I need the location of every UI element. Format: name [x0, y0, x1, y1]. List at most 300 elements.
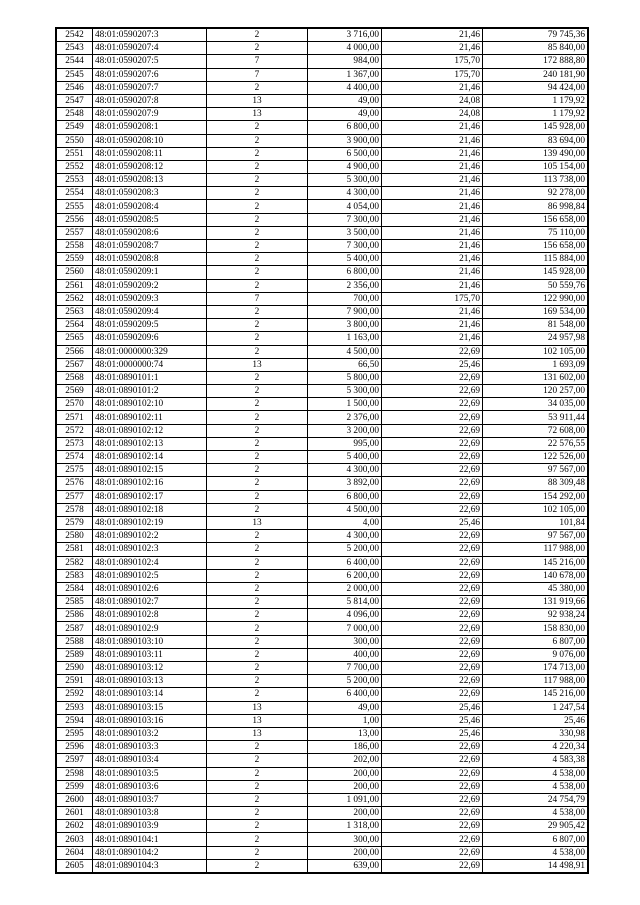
category-cell: 2	[207, 121, 308, 134]
row-number-cell: 2551	[56, 147, 93, 160]
category-cell: 2	[207, 451, 308, 464]
area-cell: 6 400,00	[308, 556, 382, 569]
rate-value: 24,08	[459, 96, 480, 107]
cadastral-number-cell: 48:01:0590208:7	[93, 240, 207, 253]
table-row	[56, 596, 588, 609]
rate-value: 25,46	[459, 359, 480, 370]
category-cell: 2	[207, 28, 308, 42]
row-number-cell: 2556	[56, 213, 93, 226]
category-cell: 13	[207, 714, 308, 727]
table-row	[56, 477, 588, 490]
value-cell: 122 526,00	[483, 451, 589, 464]
value-cell: 50 559,76	[483, 279, 589, 292]
rate-cell	[382, 266, 483, 279]
category-cell: 2	[207, 42, 308, 55]
area-cell: 5 400,00	[308, 253, 382, 266]
rate-cell	[382, 292, 483, 305]
area-cell: 4 400,00	[308, 81, 382, 94]
rate-cell	[382, 385, 483, 398]
value-cell: 6 807,00	[483, 635, 589, 648]
cadastral-number-cell: 48:01:0590208:12	[93, 160, 207, 173]
rate-cell	[382, 437, 483, 450]
table-row	[56, 582, 588, 595]
row-number-cell: 2553	[56, 174, 93, 187]
value-cell: 85 840,00	[483, 42, 589, 55]
area-cell: 4 300,00	[308, 530, 382, 543]
category-cell: 2	[207, 530, 308, 543]
rate-cell	[382, 714, 483, 727]
rate-cell	[382, 516, 483, 529]
category-cell: 2	[207, 81, 308, 94]
cadastral-number-cell: 48:01:0590207:5	[93, 55, 207, 68]
table-row	[56, 292, 588, 305]
value-cell: 4 538,00	[483, 846, 589, 859]
value-cell: 102 105,00	[483, 345, 589, 358]
rate-cell	[382, 253, 483, 266]
area-cell: 49,00	[308, 94, 382, 107]
rate-cell	[382, 240, 483, 253]
row-number-cell: 2545	[56, 68, 93, 81]
value-cell: 115 884,00	[483, 253, 589, 266]
category-cell: 2	[207, 648, 308, 661]
category-cell: 2	[207, 437, 308, 450]
table-row	[56, 42, 588, 55]
row-number-cell: 2568	[56, 371, 93, 384]
table-row	[56, 437, 588, 450]
cadastral-number-cell: 48:01:0890103:6	[93, 780, 207, 793]
table-row	[56, 675, 588, 688]
rate-cell	[382, 81, 483, 94]
row-number-cell: 2577	[56, 490, 93, 503]
row-number-cell: 2557	[56, 226, 93, 239]
cadastral-number-cell: 48:01:0890103:9	[93, 820, 207, 833]
cadastral-number-cell: 48:01:0890102:8	[93, 609, 207, 622]
table-row	[56, 55, 588, 68]
value-cell: 145 928,00	[483, 266, 589, 279]
rate-cell	[382, 609, 483, 622]
row-number-cell: 2588	[56, 635, 93, 648]
row-number-cell: 2595	[56, 727, 93, 740]
value-cell: 4 220,34	[483, 741, 589, 754]
area-cell: 5 400,00	[308, 451, 382, 464]
area-cell: 3 800,00	[308, 319, 382, 332]
table-row	[56, 358, 588, 371]
value-cell: 1 179,92	[483, 94, 589, 107]
row-number-cell: 2546	[56, 81, 93, 94]
area-cell: 1,00	[308, 714, 382, 727]
rate-cell	[382, 807, 483, 820]
table-row	[56, 187, 588, 200]
table-row	[56, 68, 588, 81]
cadastral-number-cell: 48:01:0890104:3	[93, 859, 207, 873]
rate-cell	[382, 833, 483, 846]
cadastral-number-cell: 48:01:0590209:5	[93, 319, 207, 332]
cadastral-number-cell: 48:01:0590208:3	[93, 187, 207, 200]
rate-cell	[382, 820, 483, 833]
value-cell: 158 830,00	[483, 622, 589, 635]
value-cell: 139 490,00	[483, 147, 589, 160]
area-cell: 7 000,00	[308, 622, 382, 635]
row-number-cell: 2574	[56, 451, 93, 464]
rate-cell	[382, 187, 483, 200]
cadastral-number-cell: 48:01:0890102:3	[93, 543, 207, 556]
table-row	[56, 240, 588, 253]
cadastral-number-cell: 48:01:0890102:10	[93, 398, 207, 411]
value-cell: 101,84	[483, 516, 589, 529]
category-cell: 13	[207, 358, 308, 371]
table-body	[56, 28, 588, 873]
rate-value: 21,46	[459, 82, 480, 93]
table-row	[56, 226, 588, 239]
table-row	[56, 635, 588, 648]
rate-cell	[382, 846, 483, 859]
area-cell: 6 800,00	[308, 121, 382, 134]
rate-value: 22,69	[459, 531, 480, 542]
rate-cell	[382, 213, 483, 226]
table-row	[56, 648, 588, 661]
category-cell: 2	[207, 187, 308, 200]
category-cell: 2	[207, 807, 308, 820]
value-cell: 79 745,36	[483, 28, 589, 42]
value-cell: 81 548,00	[483, 319, 589, 332]
rate-cell	[382, 451, 483, 464]
table-row	[56, 701, 588, 714]
rate-value: 22,69	[459, 478, 480, 489]
category-cell: 2	[207, 622, 308, 635]
table-row	[56, 833, 588, 846]
row-number-cell: 2542	[56, 28, 93, 42]
rate-cell	[382, 701, 483, 714]
table-row	[56, 174, 588, 187]
area-cell: 4,00	[308, 516, 382, 529]
row-number-cell: 2579	[56, 516, 93, 529]
area-cell: 4 000,00	[308, 42, 382, 55]
table-row	[56, 622, 588, 635]
category-cell: 2	[207, 424, 308, 437]
table-row	[56, 81, 588, 94]
area-cell: 6 400,00	[308, 688, 382, 701]
cadastral-number-cell: 48:01:0890103:13	[93, 675, 207, 688]
row-number-cell: 2602	[56, 820, 93, 833]
cadastral-number-cell: 48:01:0590207:3	[93, 28, 207, 42]
cadastral-number-cell: 48:01:0890102:6	[93, 582, 207, 595]
table-row	[56, 741, 588, 754]
cadastral-number-cell: 48:01:0890102:19	[93, 516, 207, 529]
value-cell: 145 928,00	[483, 121, 589, 134]
cadastral-number-cell: 48:01:0890103:8	[93, 807, 207, 820]
table-row	[56, 319, 588, 332]
row-number-cell: 2572	[56, 424, 93, 437]
value-cell: 88 309,48	[483, 477, 589, 490]
value-cell: 24 957,98	[483, 332, 589, 345]
area-cell: 200,00	[308, 846, 382, 859]
rate-value: 175,70	[454, 69, 480, 80]
area-cell: 6 500,00	[308, 147, 382, 160]
rate-value: 22,69	[459, 583, 480, 594]
cadastral-number-cell: 48:01:0590207:6	[93, 68, 207, 81]
table-row	[56, 714, 588, 727]
row-number-cell: 2565	[56, 332, 93, 345]
rate-value: 21,46	[459, 161, 480, 172]
table-row	[56, 609, 588, 622]
cadastral-number-cell: 48:01:0890102:12	[93, 424, 207, 437]
row-number-cell: 2600	[56, 793, 93, 806]
rate-value: 22,69	[459, 847, 480, 858]
cadastral-number-cell: 48:01:0590208:8	[93, 253, 207, 266]
table-row	[56, 266, 588, 279]
rate-value: 22,69	[459, 742, 480, 753]
rate-cell	[382, 108, 483, 121]
value-cell: 53 911,44	[483, 411, 589, 424]
rate-value: 24,08	[459, 109, 480, 120]
rate-value: 22,69	[459, 860, 480, 871]
rate-value: 22,69	[459, 649, 480, 660]
rate-value: 22,69	[459, 557, 480, 568]
cadastral-number-cell: 48:01:0890103:14	[93, 688, 207, 701]
row-number-cell: 2593	[56, 701, 93, 714]
table-row	[56, 767, 588, 780]
rate-value: 22,69	[459, 544, 480, 555]
category-cell: 2	[207, 253, 308, 266]
cadastral-number-cell: 48:01:0590209:1	[93, 266, 207, 279]
area-cell: 3 500,00	[308, 226, 382, 239]
rate-value: 22,69	[459, 821, 480, 832]
rate-cell	[382, 582, 483, 595]
category-cell: 2	[207, 332, 308, 345]
rate-value: 21,46	[459, 30, 480, 41]
area-cell: 4 300,00	[308, 464, 382, 477]
area-cell: 5 800,00	[308, 371, 382, 384]
cadastral-number-cell: 48:01:0890103:10	[93, 635, 207, 648]
area-cell: 3 900,00	[308, 134, 382, 147]
row-number-cell: 2605	[56, 859, 93, 873]
cadastral-number-cell: 48:01:0890103:5	[93, 767, 207, 780]
rate-cell	[382, 477, 483, 490]
rate-cell	[382, 754, 483, 767]
category-cell: 2	[207, 490, 308, 503]
category-cell: 2	[207, 279, 308, 292]
cadastral-number-cell: 48:01:0890102:7	[93, 596, 207, 609]
area-cell: 4 500,00	[308, 345, 382, 358]
row-number-cell: 2543	[56, 42, 93, 55]
row-number-cell: 2561	[56, 279, 93, 292]
category-cell: 2	[207, 582, 308, 595]
cadastral-number-cell: 48:01:0590208:4	[93, 200, 207, 213]
category-cell: 2	[207, 793, 308, 806]
area-cell: 66,50	[308, 358, 382, 371]
area-cell: 5 200,00	[308, 675, 382, 688]
cadastral-number-cell: 48:01:0890104:2	[93, 846, 207, 859]
rate-value: 21,46	[459, 307, 480, 318]
area-cell: 1 163,00	[308, 332, 382, 345]
row-number-cell: 2575	[56, 464, 93, 477]
value-cell: 131 602,00	[483, 371, 589, 384]
row-number-cell: 2591	[56, 675, 93, 688]
area-cell: 200,00	[308, 767, 382, 780]
row-number-cell: 2581	[56, 543, 93, 556]
value-cell: 4 538,00	[483, 767, 589, 780]
cadastral-number-cell: 48:01:0590208:1	[93, 121, 207, 134]
category-cell: 2	[207, 398, 308, 411]
table-row	[56, 121, 588, 134]
area-cell: 5 300,00	[308, 385, 382, 398]
category-cell: 13	[207, 108, 308, 121]
row-number-cell: 2554	[56, 187, 93, 200]
row-number-cell: 2567	[56, 358, 93, 371]
row-number-cell: 2544	[56, 55, 93, 68]
row-number-cell: 2582	[56, 556, 93, 569]
area-cell: 1 367,00	[308, 68, 382, 81]
value-cell: 240 181,90	[483, 68, 589, 81]
cadastral-number-cell: 48:01:0890102:5	[93, 569, 207, 582]
value-cell: 174 713,00	[483, 662, 589, 675]
category-cell: 2	[207, 345, 308, 358]
category-cell: 2	[207, 780, 308, 793]
row-number-cell: 2569	[56, 385, 93, 398]
rate-cell	[382, 174, 483, 187]
table-row	[56, 530, 588, 543]
cadastral-number-cell: 48:01:0890103:2	[93, 727, 207, 740]
table-row	[56, 820, 588, 833]
category-cell: 2	[207, 371, 308, 384]
rate-cell	[382, 543, 483, 556]
rate-cell	[382, 780, 483, 793]
value-cell: 25,46	[483, 714, 589, 727]
rate-value: 22,69	[459, 504, 480, 515]
rate-cell	[382, 28, 483, 42]
cadastral-number-cell: 48:01:0890103:15	[93, 701, 207, 714]
cadastral-number-cell: 48:01:0890102:17	[93, 490, 207, 503]
area-cell: 6 800,00	[308, 266, 382, 279]
rate-value: 25,46	[459, 518, 480, 529]
value-cell: 94 424,00	[483, 81, 589, 94]
cadastral-number-cell: 48:01:0890102:11	[93, 411, 207, 424]
cadastral-number-cell: 48:01:0890104:1	[93, 833, 207, 846]
area-cell: 5 300,00	[308, 174, 382, 187]
rate-cell	[382, 345, 483, 358]
value-cell: 1 179,92	[483, 108, 589, 121]
table-row	[56, 134, 588, 147]
category-cell: 13	[207, 701, 308, 714]
area-cell: 7 300,00	[308, 213, 382, 226]
category-cell: 2	[207, 846, 308, 859]
category-cell: 2	[207, 213, 308, 226]
rate-value: 22,69	[459, 636, 480, 647]
value-cell: 92 278,00	[483, 187, 589, 200]
table-row	[56, 253, 588, 266]
cadastral-number-cell: 48:01:0590209:4	[93, 305, 207, 318]
area-cell: 200,00	[308, 807, 382, 820]
rate-cell	[382, 160, 483, 173]
cadastral-number-cell: 48:01:0890102:14	[93, 451, 207, 464]
table-row	[56, 371, 588, 384]
land-parcels-table	[55, 27, 589, 874]
rate-cell	[382, 569, 483, 582]
area-cell: 5 814,00	[308, 596, 382, 609]
value-cell: 4 538,00	[483, 780, 589, 793]
cadastral-number-cell: 48:01:0890102:9	[93, 622, 207, 635]
value-cell: 145 216,00	[483, 688, 589, 701]
table-row	[56, 451, 588, 464]
cadastral-number-cell: 48:01:0590207:4	[93, 42, 207, 55]
table-row	[56, 688, 588, 701]
rate-value: 21,46	[459, 227, 480, 238]
area-cell: 995,00	[308, 437, 382, 450]
rate-cell	[382, 556, 483, 569]
row-number-cell: 2566	[56, 345, 93, 358]
rate-cell	[382, 635, 483, 648]
rate-cell	[382, 424, 483, 437]
table-row	[56, 424, 588, 437]
category-cell: 2	[207, 635, 308, 648]
cadastral-number-cell: 48:01:0890101:2	[93, 385, 207, 398]
area-cell: 200,00	[308, 780, 382, 793]
row-number-cell: 2558	[56, 240, 93, 253]
value-cell: 156 658,00	[483, 240, 589, 253]
area-cell: 7 900,00	[308, 305, 382, 318]
rate-value: 25,46	[459, 702, 480, 713]
rate-value: 22,69	[459, 452, 480, 463]
table-row	[56, 503, 588, 516]
value-cell: 6 807,00	[483, 833, 589, 846]
rate-value: 22,69	[459, 412, 480, 423]
category-cell: 2	[207, 859, 308, 873]
table-row	[56, 464, 588, 477]
cadastral-number-cell: 48:01:0890102:4	[93, 556, 207, 569]
rate-cell	[382, 530, 483, 543]
category-cell: 2	[207, 556, 308, 569]
table-row	[56, 160, 588, 173]
row-number-cell: 2599	[56, 780, 93, 793]
area-cell: 4 096,00	[308, 609, 382, 622]
area-cell: 700,00	[308, 292, 382, 305]
rate-value: 21,46	[459, 267, 480, 278]
table-row	[56, 108, 588, 121]
table-row	[56, 213, 588, 226]
rate-value: 22,69	[459, 689, 480, 700]
cadastral-number-cell: 48:01:0590208:10	[93, 134, 207, 147]
rate-value: 21,46	[459, 175, 480, 186]
area-cell: 4 054,00	[308, 200, 382, 213]
category-cell: 2	[207, 477, 308, 490]
area-cell: 3 716,00	[308, 28, 382, 42]
rate-cell	[382, 121, 483, 134]
table-row	[56, 556, 588, 569]
table-row	[56, 793, 588, 806]
table-row	[56, 516, 588, 529]
value-cell: 1 693,09	[483, 358, 589, 371]
value-cell: 97 567,00	[483, 530, 589, 543]
rate-cell	[382, 859, 483, 873]
area-cell: 3 200,00	[308, 424, 382, 437]
cadastral-number-cell: 48:01:0890103:7	[93, 793, 207, 806]
area-cell: 4 500,00	[308, 503, 382, 516]
rate-value: 22,69	[459, 834, 480, 845]
row-number-cell: 2570	[56, 398, 93, 411]
value-cell: 1 247,54	[483, 701, 589, 714]
rate-cell	[382, 411, 483, 424]
value-cell: 330,98	[483, 727, 589, 740]
rate-value: 21,46	[459, 241, 480, 252]
category-cell: 2	[207, 741, 308, 754]
row-number-cell: 2598	[56, 767, 93, 780]
row-number-cell: 2547	[56, 94, 93, 107]
category-cell: 2	[207, 569, 308, 582]
area-cell: 1 091,00	[308, 793, 382, 806]
table-row	[56, 846, 588, 859]
category-cell: 7	[207, 292, 308, 305]
area-cell: 300,00	[308, 833, 382, 846]
